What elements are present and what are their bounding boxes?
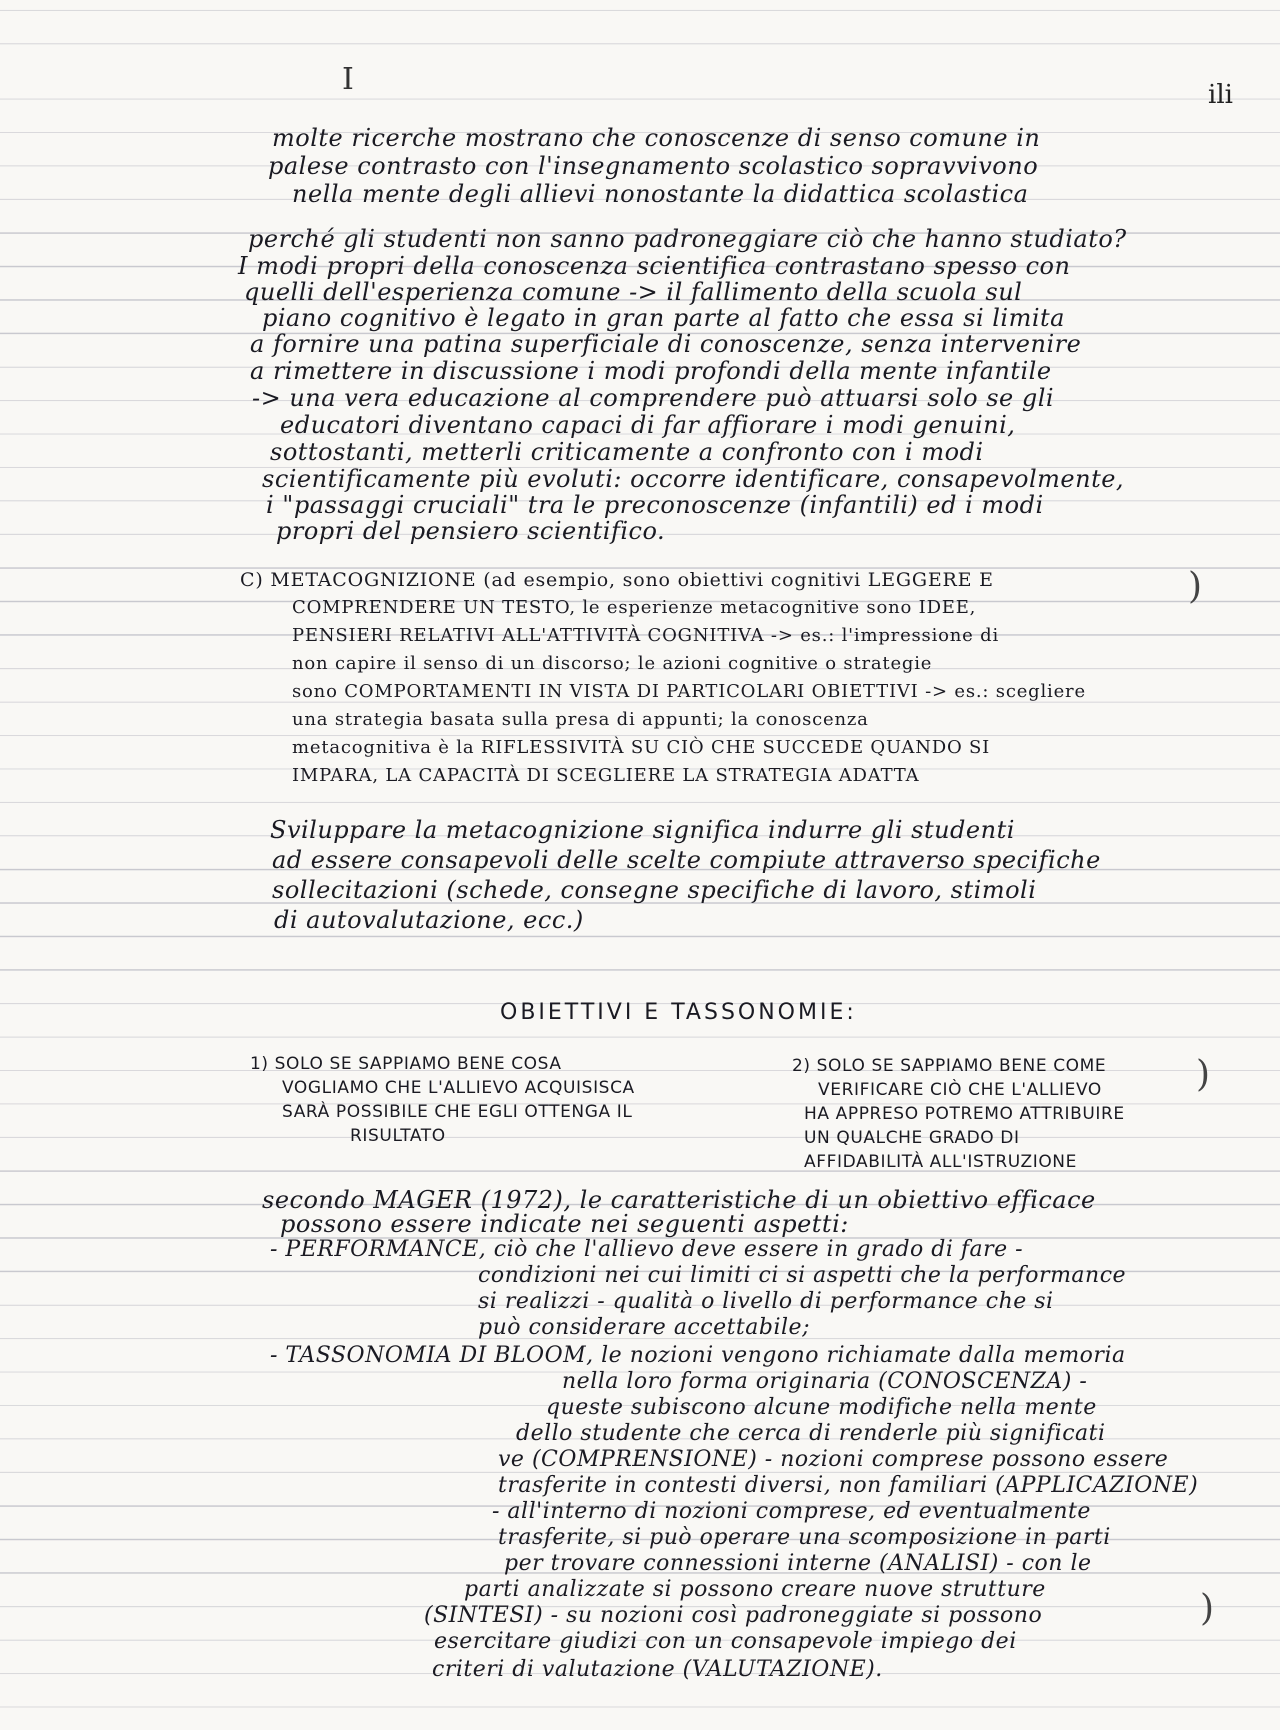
text-line: UN QUALCHE GRADO DI xyxy=(804,1128,1020,1148)
text-line: (SINTESI) - su nozioni così padroneggiate si possono xyxy=(424,1603,1043,1628)
objective-2 xyxy=(792,1054,1125,1174)
page-number: ili xyxy=(1208,80,1233,110)
text-line: condizioni nei cui limiti ci si aspetti che la performance xyxy=(478,1263,1127,1288)
text-line: molte ricerche mostrano che conoscenze di senso comune in xyxy=(272,124,1041,152)
text-line: VOGLIAMO CHE L'ALLIEVO ACQUISISCA xyxy=(282,1078,635,1098)
text-line: trasferite, si può operare una scomposizione in parti xyxy=(498,1525,1111,1550)
text-line: sollecitazioni (schede, consegne specifiche di lavoro, stimoli xyxy=(272,876,1037,904)
text-line: IMPARA, LA CAPACITÀ DI SCEGLIERE LA STRATEGIA ADATTA xyxy=(292,765,920,786)
text-line: - PERFORMANCE, ciò che l'allievo deve essere in grado di fare - xyxy=(270,1237,1024,1262)
text-line: a rimettere in discussione i modi profondi della mente infantile xyxy=(250,357,1052,385)
text-line: palese contrasto con l'insegnamento scolastico sopravvivono xyxy=(268,152,1039,180)
text-line: COMPRENDERE UN TESTO, le esperienze metacognitive sono IDEE, xyxy=(292,597,977,618)
text-line: - all'interno di nozioni comprese, ed eventualmente xyxy=(492,1499,1091,1524)
text-line: 2) SOLO SE SAPPIAMO BENE COME xyxy=(792,1056,1107,1076)
tick-mark: I xyxy=(342,62,354,97)
bracket-mark: ) xyxy=(1188,566,1203,607)
text-line: - TASSONOMIA DI BLOOM, le nozioni vengono richiamate dalla memoria xyxy=(270,1343,1126,1368)
text-line: secondo MAGER (1972), le caratteristiche di un obiettivo efficace xyxy=(262,1186,1096,1214)
text-line: SARÀ POSSIBILE CHE EGLI OTTENGA IL xyxy=(282,1102,633,1122)
text-line: C) METACOGNIZIONE (ad esempio, sono obiettivi cognitivi LEGGERE E xyxy=(240,569,994,591)
text-line: I modi propri della conoscenza scientifica contrastano spesso con xyxy=(238,252,1071,280)
text-line: Sviluppare la metacognizione significa indurre gli studenti xyxy=(270,816,1015,844)
text-line: nella loro forma originaria (CONOSCENZA) - xyxy=(562,1369,1088,1394)
text-line: scientificamente più evoluti: occorre identificare, consapevolmente, xyxy=(262,465,1125,493)
text-line: una strategia basata sulla presa di appunti; la conoscenza xyxy=(292,709,869,730)
text-line: a fornire una patina superficiale di conoscenze, senza intervenire xyxy=(250,330,1082,358)
text-line: 1) SOLO SE SAPPIAMO BENE COSA xyxy=(250,1054,562,1074)
text-line: -> una vera educazione al comprendere può attuarsi solo se gli xyxy=(252,384,1055,412)
text-line: quelli dell'esperienza comune -> il fallimento della scuola sul xyxy=(244,278,1023,306)
text-line: propri del pensiero scientifico. xyxy=(276,517,666,545)
text-line: VERIFICARE CIÒ CHE L'ALLIEVO xyxy=(818,1080,1102,1100)
text-line: non capire il senso di un discorso; le azioni cognitive o strategie xyxy=(292,653,933,674)
text-line: di autovalutazione, ecc.) xyxy=(274,906,584,934)
text-line: i "passaggi cruciali" tra le preconoscenze (infantili) ed i modi xyxy=(266,491,1044,519)
text-line: nella mente degli allievi nonostante la didattica scolastica xyxy=(292,180,1029,208)
text-line: sono COMPORTAMENTI IN VISTA DI PARTICOLARI OBIETTIVI -> es.: scegliere xyxy=(292,681,1086,702)
text-line: parti analizzate si possono creare nuove strutture xyxy=(464,1577,1046,1602)
text-line: per trovare connessioni interne (ANALISI) - con le xyxy=(504,1551,1092,1576)
text-line: possono essere indicate nei seguenti aspetti: xyxy=(280,1210,849,1238)
bracket-mark: ) xyxy=(1200,1588,1215,1629)
text-line: queste subiscono alcune modifiche nella mente xyxy=(546,1395,1097,1420)
text-line: esercitare giudizi con un consapevole impiego dei xyxy=(434,1629,1017,1654)
bracket-mark: ) xyxy=(1196,1054,1211,1095)
text-line: educatori diventano capaci di far affiorare i modi genuini, xyxy=(280,411,1016,439)
text-line: trasferite in contesti diversi, non familiari (APPLICAZIONE) xyxy=(498,1473,1199,1498)
text-line: metacognitiva è la RIFLESSIVITÀ SU CIÒ CHE SUCCEDE QUANDO SI xyxy=(292,737,991,758)
text-line: si realizzi - qualità o livello di performance che si xyxy=(478,1289,1054,1314)
text-line: piano cognitivo è legato in gran parte al fatto che essa si limita xyxy=(262,304,1065,332)
text-line: perché gli studenti non sanno padroneggiare ciò che hanno studiato? xyxy=(248,225,1127,253)
text-line: dello studente che cerca di renderle più significati xyxy=(516,1421,1106,1446)
text-line: ve (COMPRENSIONE) - nozioni comprese possono essere xyxy=(498,1447,1169,1472)
text-line: ad essere consapevoli delle scelte compiute attraverso specifiche xyxy=(272,846,1101,874)
text-line: RISULTATO xyxy=(350,1126,446,1146)
text-line: sottostanti, metterli criticamente a confronto con i modi xyxy=(270,438,984,466)
text-line: criteri di valutazione (VALUTAZIONE). xyxy=(432,1657,883,1682)
section-heading: OBIETTIVI E TASSONOMIE: xyxy=(500,1000,857,1025)
text-line: PENSIERI RELATIVI ALL'ATTIVITÀ COGNITIVA -> es.: l'impressione di xyxy=(292,625,1000,646)
text-line: AFFIDABILITÀ ALL'ISTRUZIONE xyxy=(804,1152,1077,1172)
text-line: HA APPRESO POTREMO ATTRIBUIRE xyxy=(804,1104,1125,1124)
text-line: può considerare accettabile; xyxy=(478,1315,810,1340)
objective-1 xyxy=(250,1052,635,1148)
